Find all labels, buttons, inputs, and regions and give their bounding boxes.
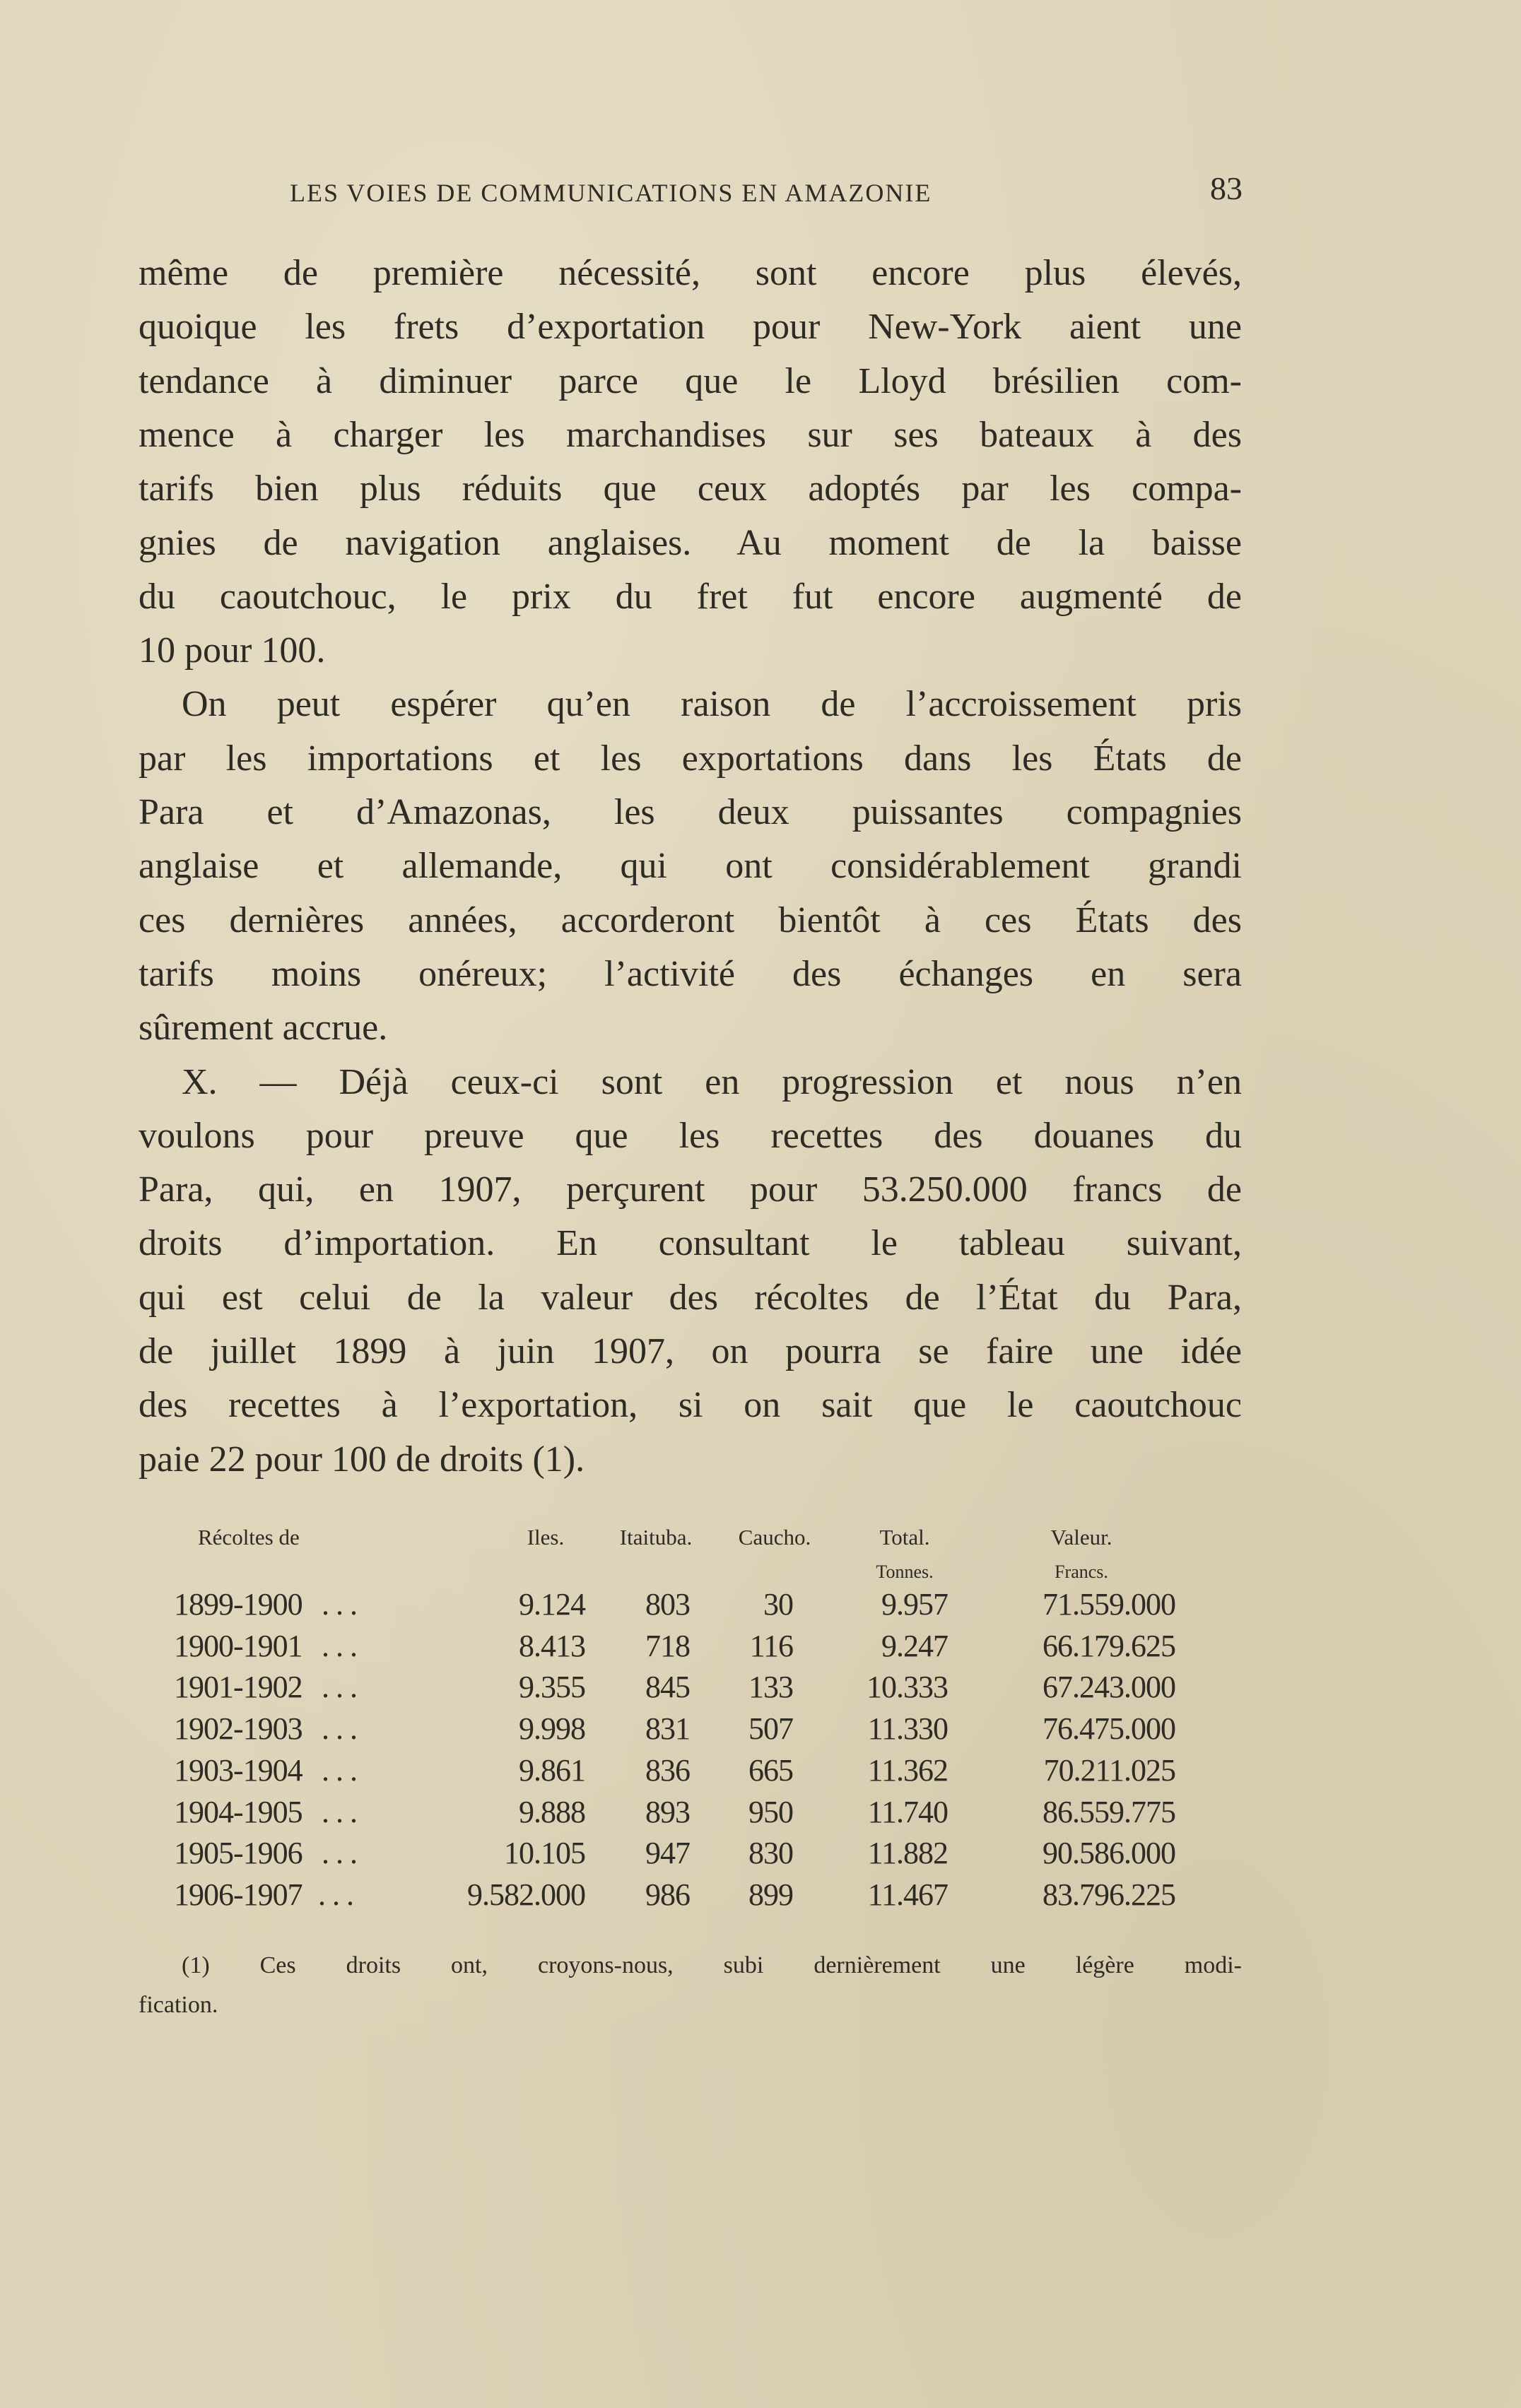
cell-itaituba: 803 — [645, 1587, 690, 1622]
cell-itaituba: 718 — [645, 1628, 690, 1663]
cell-iles: 9.355 — [519, 1670, 585, 1705]
cell-caucho: 507 — [748, 1711, 793, 1747]
row-leader-dots: . . . — [322, 1628, 357, 1663]
text-line: 10 pour 100. — [139, 630, 326, 671]
text-line: paie 22 pour 100 de droits (1). — [139, 1439, 585, 1480]
cell-iles: 9.861 — [519, 1752, 585, 1788]
cell-caucho: 665 — [748, 1752, 793, 1788]
cell-iles: 9.998 — [519, 1711, 585, 1747]
cell-total: 10.333 — [867, 1670, 948, 1705]
text-line: On peut espérer qu’en raison de l’accroissement pris — [182, 684, 1242, 725]
cell-valeur: 86.559.775 — [1043, 1794, 1175, 1829]
cell-itaituba: 831 — [645, 1711, 690, 1747]
cell-total: 9.957 — [881, 1587, 948, 1622]
text-line: des recettes à l’exportation, si on sait que le caoutchouc — [139, 1385, 1242, 1426]
cell-itaituba: 986 — [645, 1877, 690, 1912]
running-title: LES VOIES DE COMMUNICATIONS EN AMAZONIE — [290, 179, 932, 207]
text-line: gnies de navigation anglaises. Au moment de la baisse — [139, 522, 1242, 563]
cell-total: 11.330 — [867, 1711, 948, 1747]
header-total: Total. — [879, 1525, 930, 1550]
cell-valeur: 67.243.000 — [1043, 1670, 1175, 1705]
header-itaituba: Itaituba. — [619, 1525, 693, 1550]
row-year: 1904-1905 — [174, 1794, 303, 1829]
row-leader-dots: . . . — [322, 1752, 357, 1788]
cell-iles: 10.105 — [504, 1836, 585, 1871]
subheader-francs: Francs. — [1055, 1562, 1108, 1582]
cell-itaituba: 836 — [645, 1752, 690, 1788]
cell-caucho: 950 — [748, 1794, 793, 1829]
cell-valeur: 90.586.000 — [1043, 1836, 1175, 1871]
footnote-line-1: (1) Ces droits ont, croyons-nous, subi dernièrement une légère modi- — [182, 1952, 1242, 1978]
row-leader-dots: . . . — [318, 1877, 353, 1912]
cell-iles: 9.124 — [519, 1587, 585, 1622]
row-year: 1906-1907 — [174, 1877, 303, 1912]
cell-valeur: 71.559.000 — [1043, 1587, 1175, 1622]
header-iles: Iles. — [527, 1525, 565, 1550]
cell-caucho: 899 — [748, 1877, 793, 1912]
cell-caucho: 133 — [748, 1670, 793, 1705]
text-line: sûrement accrue. — [139, 1008, 388, 1049]
cell-total: 11.740 — [867, 1794, 948, 1829]
cell-caucho: 830 — [748, 1836, 793, 1871]
cell-valeur: 70.211.025 — [1043, 1752, 1175, 1788]
text-line: mence à charger les marchandises sur ses bateaux à des — [139, 414, 1242, 455]
row-leader-dots: . . . — [322, 1670, 357, 1705]
row-year: 1901-1902 — [174, 1670, 303, 1705]
cell-caucho: 116 — [749, 1628, 793, 1663]
text-line: Para, qui, en 1907, perçurent pour 53.250.000 francs de — [139, 1169, 1242, 1210]
text-line: ces dernières années, accorderont bientôt à ces États des — [139, 899, 1242, 940]
text-line: tarifs moins onéreux; l’activité des échanges en sera — [139, 953, 1242, 994]
row-year: 1902-1903 — [174, 1711, 303, 1747]
page-number: 83 — [1210, 170, 1243, 206]
text-line: par les importations et les exportations dans les États de — [139, 738, 1242, 779]
text-line: de juillet 1899 à juin 1907, on pourra se faire une idée — [139, 1331, 1242, 1371]
row-year: 1905-1906 — [174, 1836, 303, 1871]
cell-valeur: 76.475.000 — [1043, 1711, 1175, 1747]
row-leader-dots: . . . — [322, 1587, 357, 1622]
cell-iles: 8.413 — [519, 1628, 585, 1663]
text-line: anglaise et allemande, qui ont considérablement grandi — [139, 846, 1242, 887]
cell-iles: 9.888 — [519, 1794, 585, 1829]
row-leader-dots: . . . — [322, 1711, 357, 1747]
header-valeur: Valeur. — [1050, 1525, 1112, 1550]
cell-valeur: 83.796.225 — [1043, 1877, 1175, 1912]
subheader-tonnes: Tonnes. — [876, 1562, 934, 1582]
cell-iles: 9.582.000 — [467, 1877, 585, 1912]
text-line: du caoutchouc, le prix du fret fut encore augmenté de — [139, 576, 1242, 617]
header-caucho: Caucho. — [738, 1525, 811, 1550]
row-year: 1899-1900 — [174, 1587, 303, 1622]
text-line: qui est celui de la valeur des récoltes de l’État du Para, — [139, 1277, 1242, 1318]
row-leader-dots: . . . — [322, 1836, 357, 1871]
cell-total: 11.362 — [867, 1752, 948, 1788]
text-line: voulons pour preuve que les recettes des douanes du — [139, 1115, 1242, 1156]
row-leader-dots: . . . — [322, 1794, 357, 1829]
text-line: droits d’importation. En consultant le tableau suivant, — [139, 1223, 1242, 1264]
text-line: X. — Déjà ceux-ci sont en progression et nous n’en — [182, 1061, 1242, 1102]
text-line: même de première nécessité, sont encore plus élevés, — [139, 253, 1242, 293]
cell-caucho: 30 — [763, 1587, 793, 1622]
cell-total: 9.247 — [881, 1628, 948, 1663]
cell-total: 11.882 — [867, 1836, 948, 1871]
footnote-line-2: fication. — [139, 1992, 218, 2018]
text-line: Para et d’Amazonas, les deux puissantes compagnies — [139, 792, 1242, 832]
cell-valeur: 66.179.625 — [1043, 1628, 1175, 1663]
row-year: 1900-1901 — [174, 1628, 303, 1663]
text-line: tendance à diminuer parce que le Lloyd brésilien com- — [139, 360, 1242, 401]
row-year: 1903-1904 — [174, 1752, 303, 1788]
cell-total: 11.467 — [867, 1877, 948, 1912]
text-line: quoique les frets d’exportation pour New-York aient une — [139, 307, 1242, 348]
cell-itaituba: 845 — [645, 1670, 690, 1705]
header-recoltes: Récoltes de — [198, 1525, 300, 1550]
cell-itaituba: 893 — [645, 1794, 690, 1829]
text-line: tarifs bien plus réduits que ceux adoptés par les compa- — [139, 468, 1242, 509]
cell-itaituba: 947 — [645, 1836, 690, 1871]
